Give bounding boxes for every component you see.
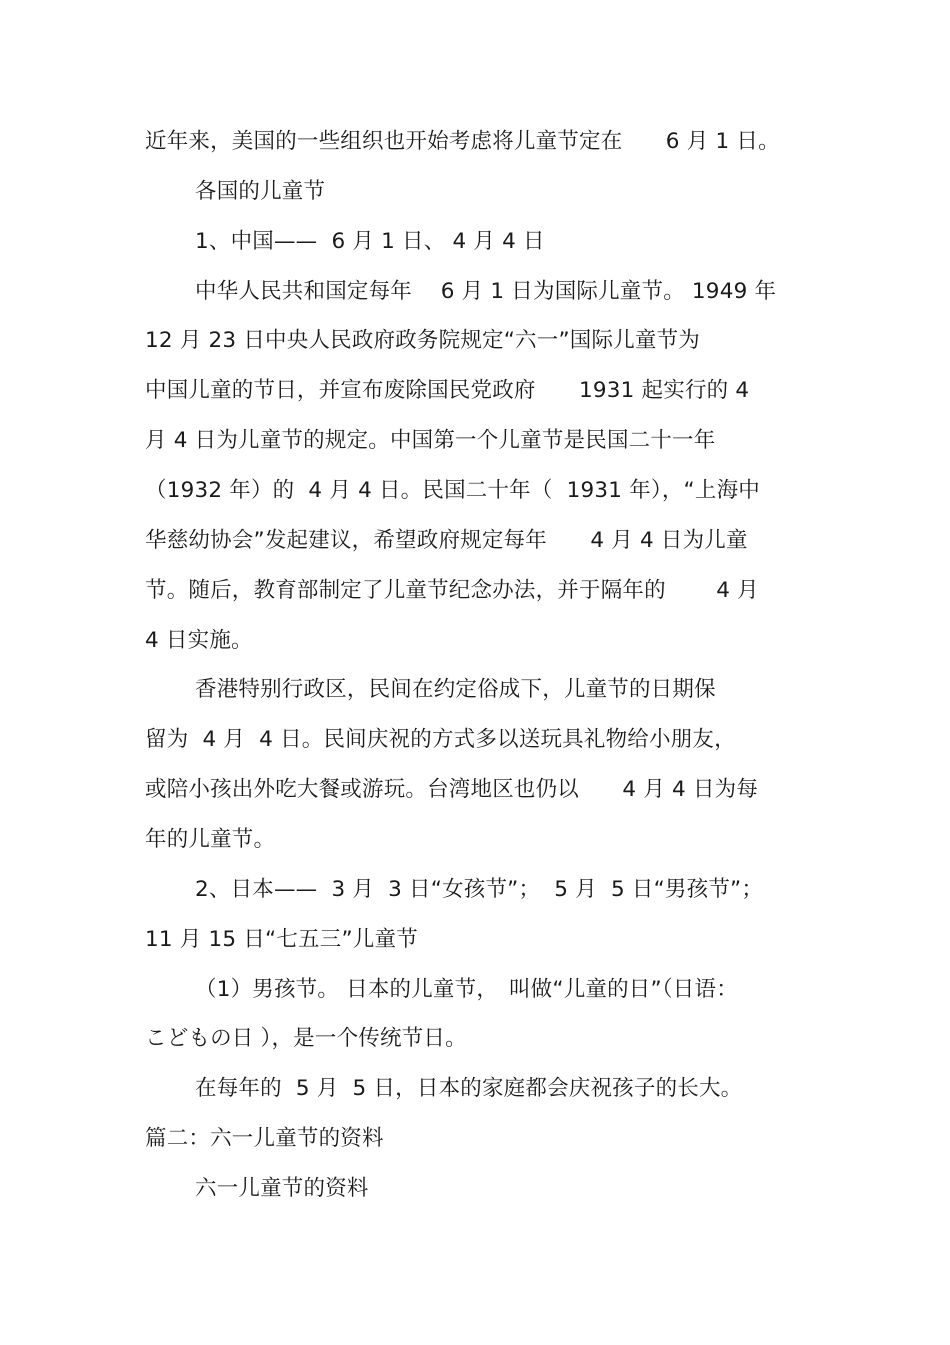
text-line-19: こどもの日 ），是一个传统节日。 [145,1026,467,1051]
text-line-8: （1932 年）的 4 月 4 日。民国二十年（ 1931 年），“上海中 [145,478,760,503]
section-heading-part-two: 篇二：六一儿童节的资料 [145,1126,384,1151]
text-line-20: 在每年的 5 月 5 日，日本的家庭都会庆祝孩子的长大。 [195,1076,743,1101]
subheading-china: 1、中国—— 6 月 1 日、 4 月 4 日 [195,229,545,254]
text-line-11: 4 日实施。 [145,628,253,653]
text-line-1: 近年来，美国的一些组织也开始考虑将儿童节定在 6 月 1 日。 [145,129,780,154]
text-line-14: 或陪小孩出外吃大餐或游玩。台湾地区也仍以 4 月 4 日为每 [145,777,759,802]
section-heading-children-days: 各国的儿童节 [195,179,326,204]
text-line-18: （1）男孩节。 日本的儿童节， 叫做“儿童的日”（日语： [195,977,738,1002]
text-line-4: 中华人民共和国定每年 6 月 1 日为国际儿童节。 1949 年 [195,279,777,304]
text-line-15: 年的儿童节。 [145,827,276,852]
text-line-7: 月 4 日为儿童节的规定。中国第一个儿童节是民国二十一年 [145,428,716,453]
text-line-10: 节。随后，教育部制定了儿童节纪念办法，并于隔年的 4 月 [145,578,759,603]
text-line-12: 香港特别行政区，民间在约定俗成下，儿童节的日期保 [195,677,716,702]
text-line-9: 华慈幼协会”发起建议，希望政府规定每年 4 月 4 日为儿童 [145,528,748,553]
text-line-5: 12 月 23 日中央人民政府政务院规定“六一”国际儿童节为 [145,328,700,353]
text-line-6: 中国儿童的节日，并宣布废除国民党政府 1931 起实行的 4 [145,378,750,403]
section-title-children-day-info: 六一儿童节的资料 [195,1176,369,1201]
text-line-13: 留为 4 月 4 日。民间庆祝的方式多以送玩具礼物给小朋友， [145,727,736,752]
text-line-17: 11 月 15 日“七五三”儿童节 [145,927,418,952]
subheading-japan: 2、日本—— 3 月 3 日“女孩节”； 5 月 5 日“男孩节”； [195,877,764,902]
